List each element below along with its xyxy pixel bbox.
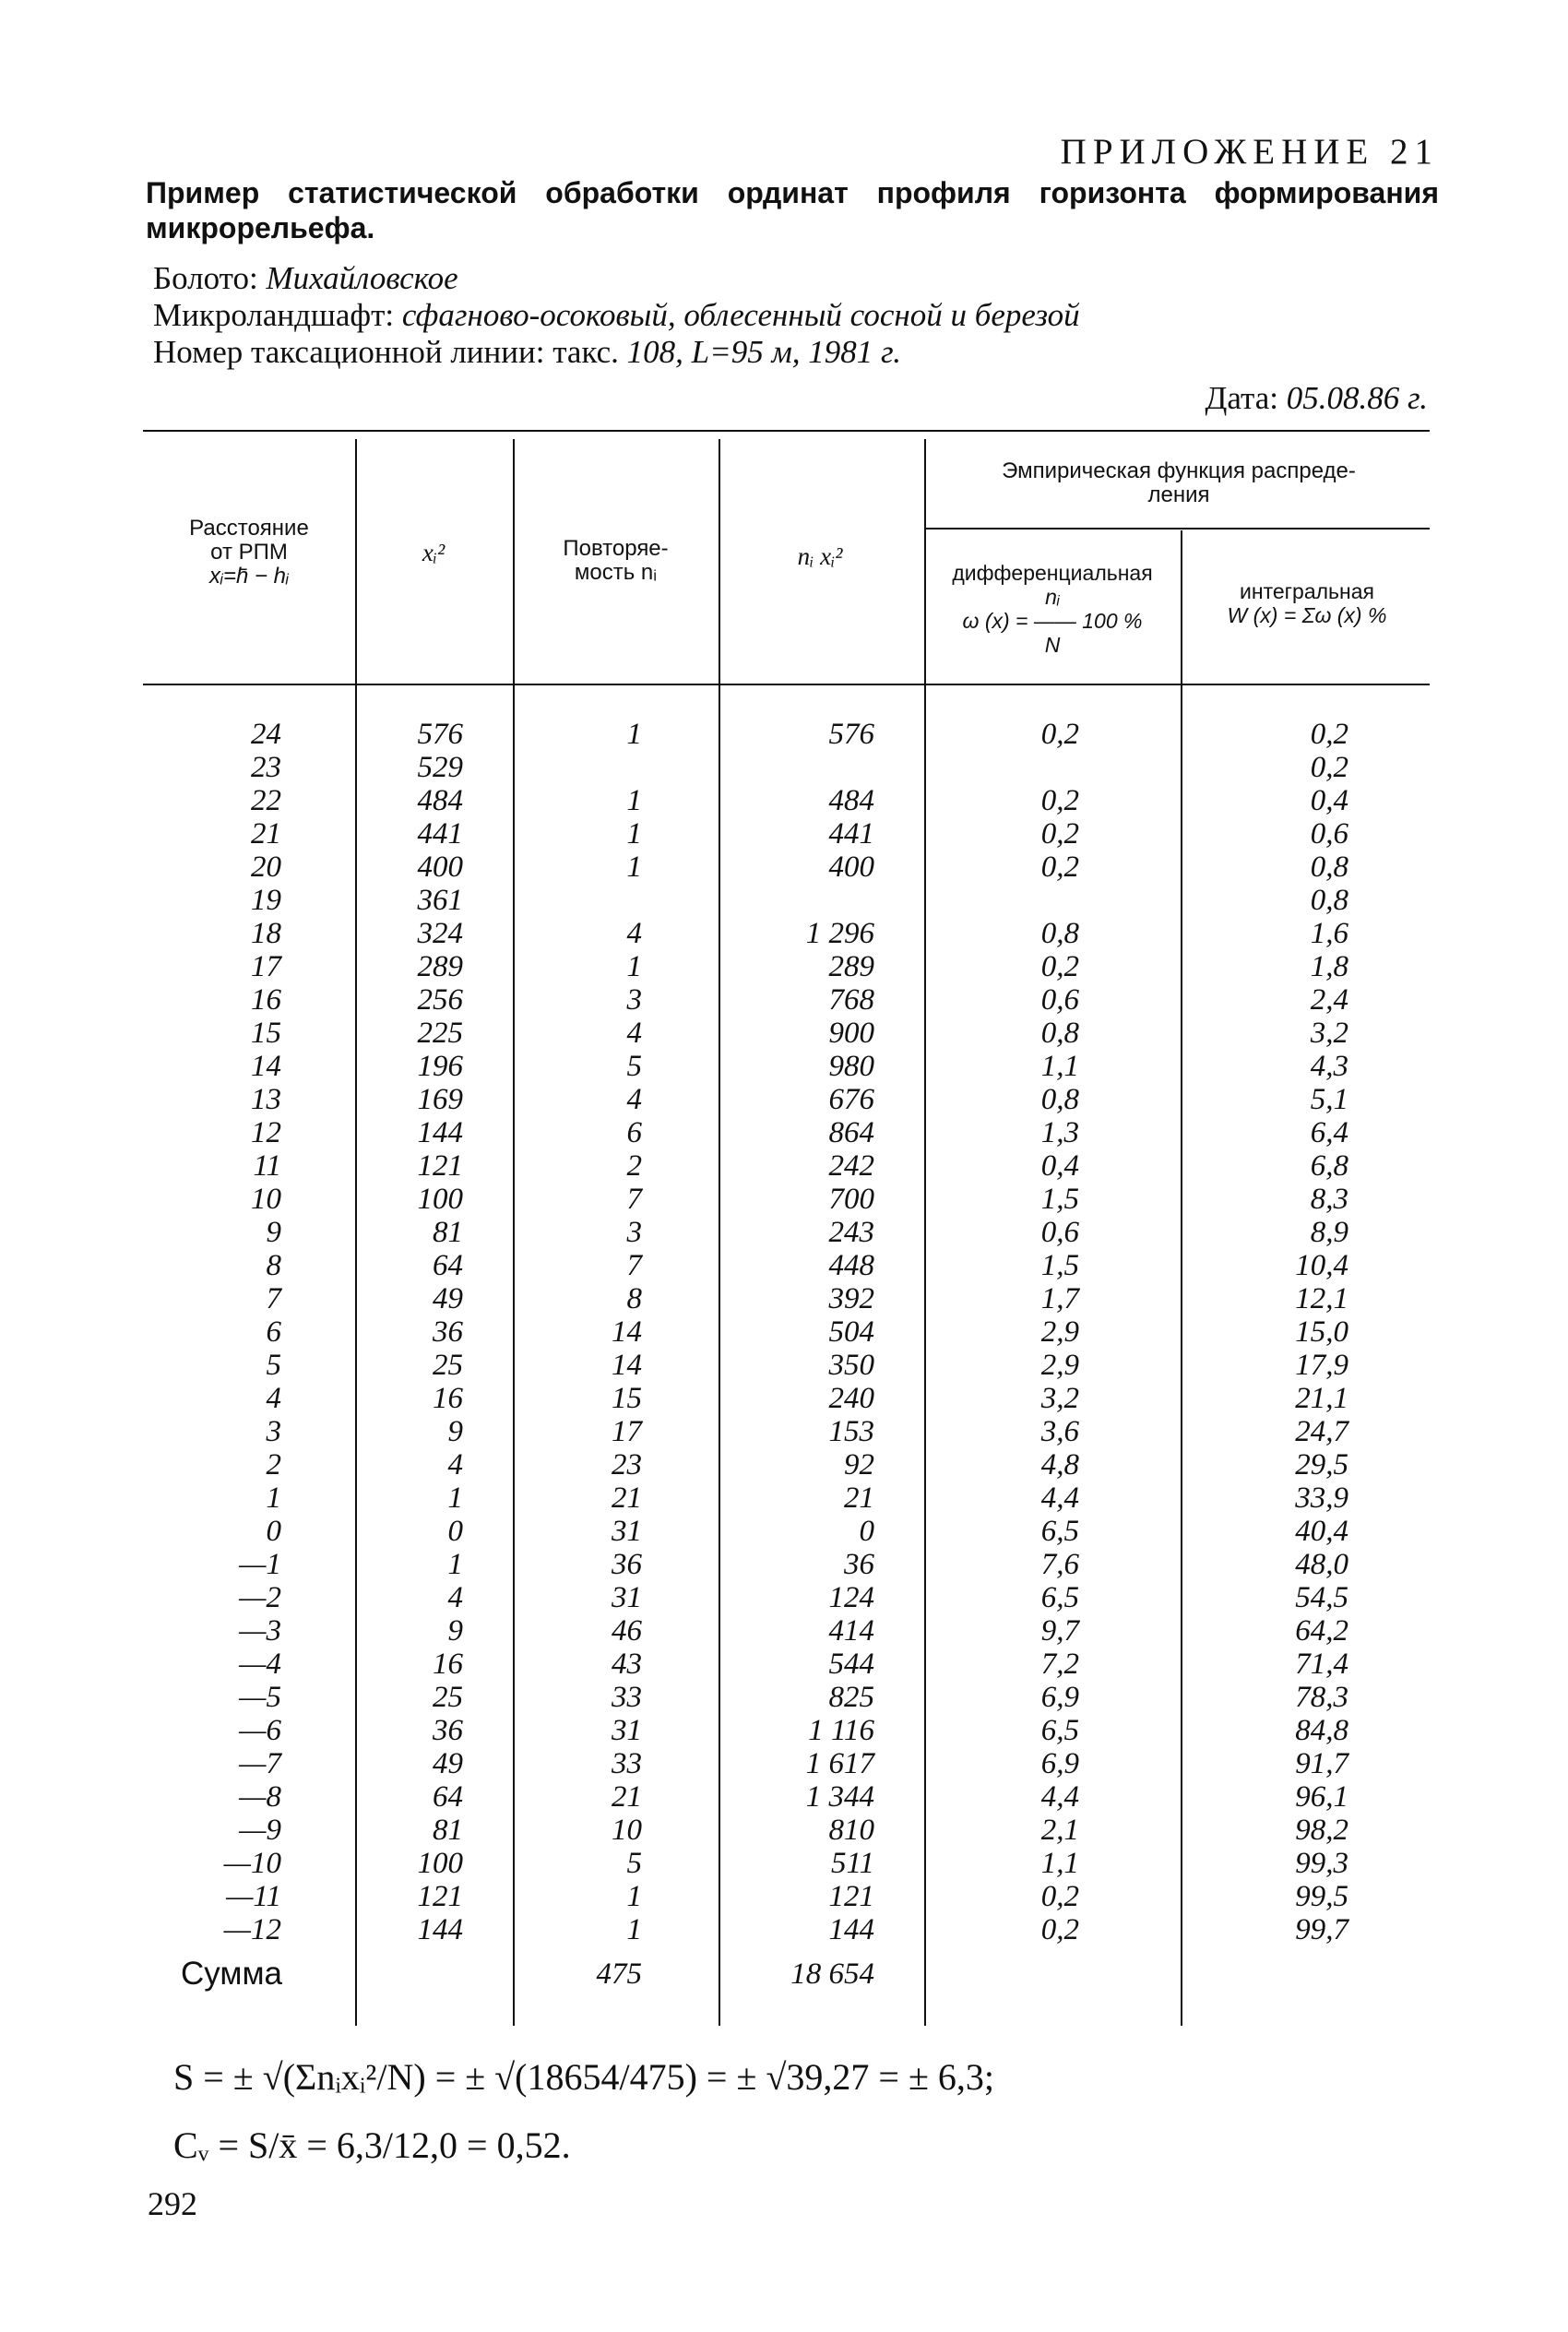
table-cell: 810	[828, 1814, 874, 1847]
header-distance: Расстояние от РПМ xᵢ=h̄ − hᵢ	[189, 516, 309, 589]
table-cell: 16	[251, 983, 281, 1017]
table-cell: 243	[828, 1216, 874, 1249]
table-cell: 12,1	[1295, 1282, 1348, 1315]
table-cell: 441	[828, 817, 874, 851]
sum-n-x-squared: 18 654	[790, 1957, 874, 1991]
table-cell: —1	[239, 1548, 281, 1581]
table-cell: —11	[226, 1880, 281, 1913]
table-cell: 15	[251, 1017, 281, 1050]
table-cell: 1	[266, 1481, 281, 1515]
table-cell: 64	[433, 1780, 463, 1814]
table-cell: 2	[626, 1149, 642, 1183]
table-cell: 256	[417, 983, 463, 1017]
table-cell: 1,5	[1040, 1183, 1079, 1216]
table-cell: 5,1	[1310, 1083, 1348, 1116]
table-cell: 1,1	[1040, 1847, 1079, 1880]
table-cell: 121	[828, 1880, 874, 1913]
table-cell: 9	[447, 1614, 463, 1648]
sum-label: Сумма	[181, 1956, 282, 1992]
table-cell: 0	[859, 1515, 874, 1548]
header-bottom-rule	[143, 684, 1430, 685]
table-cell: 25	[433, 1349, 463, 1382]
table-cell: 17	[612, 1415, 642, 1448]
table-cell	[978, 751, 1079, 784]
table-top-rule	[143, 430, 1430, 432]
table-cell: 8	[266, 1249, 281, 1282]
table-cell: 6,8	[1310, 1149, 1348, 1183]
table-cell: 121	[417, 1149, 463, 1183]
table-cell: —9	[239, 1814, 281, 1847]
table-cell: 36	[844, 1548, 874, 1581]
table-cell: 1,6	[1310, 917, 1348, 950]
table-cell: 9	[266, 1216, 281, 1249]
table-cell: 81	[433, 1814, 463, 1847]
table-cell: 511	[830, 1847, 874, 1880]
table-cell: 43	[612, 1648, 642, 1681]
n-x-squared-column	[738, 718, 874, 1946]
table-cell: 1,7	[1040, 1282, 1079, 1315]
table-cell: 64,2	[1295, 1614, 1348, 1648]
table-cell: 6,9	[1040, 1747, 1079, 1780]
table-cell: 1 344	[805, 1780, 874, 1814]
table-cell: 78,3	[1295, 1681, 1348, 1714]
table-cell: 1 617	[805, 1747, 874, 1780]
table-cell: 2,1	[1040, 1814, 1079, 1847]
table-cell: 31	[612, 1515, 642, 1548]
table-cell: 544	[828, 1648, 874, 1681]
table-cell	[553, 751, 642, 784]
table-cell: 11	[253, 1149, 281, 1183]
table-cell: 98,2	[1295, 1814, 1348, 1847]
table-cell	[738, 884, 874, 917]
page-number: 292	[148, 2185, 197, 2222]
table-cell	[553, 884, 642, 917]
microlandscape-value: сфагново-осоковый, облесенный сосной и березой	[401, 297, 1080, 333]
table-cell: 3,2	[1310, 1017, 1348, 1050]
line-number-line	[153, 334, 901, 371]
table-cell: 1	[626, 817, 642, 851]
table-cell: 0,8	[1310, 884, 1348, 917]
table-cell: 242	[828, 1149, 874, 1183]
table-cell: 21	[251, 817, 281, 851]
table-cell: 0	[447, 1515, 463, 1548]
table-cell: 54,5	[1295, 1581, 1348, 1614]
table-cell: 3	[266, 1415, 281, 1448]
table-cell: 361	[417, 884, 463, 917]
table-cell: 5	[626, 1050, 642, 1083]
table-cell: 7,6	[1040, 1548, 1079, 1581]
table-cell: 92	[844, 1448, 874, 1481]
document-title: Пример статистической обработки ординат профиля горизонта формирования микрорельефа.	[146, 176, 1439, 244]
header-empirical-function: Эмпирическая функция распреде- ления	[1002, 458, 1356, 507]
table-cell: 2,9	[1040, 1315, 1079, 1349]
table-cell: 14	[251, 1050, 281, 1083]
integral-column	[1236, 718, 1348, 1946]
column-divider-1	[355, 439, 357, 2026]
table-cell: 768	[828, 983, 874, 1017]
table-cell: 1	[626, 784, 642, 817]
table-cell: 49	[433, 1747, 463, 1780]
table-cell: 8,3	[1310, 1183, 1348, 1216]
distance-column	[184, 718, 281, 1946]
table-cell: 16	[433, 1648, 463, 1681]
table-cell: 392	[828, 1282, 874, 1315]
table-cell: 0,8	[1040, 917, 1079, 950]
table-cell: 0,6	[1040, 983, 1079, 1017]
table-cell: 1,5	[1040, 1249, 1079, 1282]
table-cell: 6,5	[1040, 1714, 1079, 1747]
table-cell: 21	[612, 1780, 642, 1814]
table-cell: 1 296	[805, 917, 874, 950]
table-cell: 0,8	[1310, 851, 1348, 884]
table-cell: 2,4	[1310, 983, 1348, 1017]
table-cell: 0,8	[1040, 1083, 1079, 1116]
table-cell: 825	[828, 1681, 874, 1714]
column-divider-2	[513, 439, 515, 2026]
table-cell: 64	[433, 1249, 463, 1282]
table-cell: 91,7	[1295, 1747, 1348, 1780]
table-cell: 33	[612, 1747, 642, 1780]
table-cell	[978, 884, 1079, 917]
table-cell: 289	[828, 950, 874, 983]
date-line	[1015, 380, 1428, 417]
header-repeatability: Повторяе- мость nᵢ	[563, 536, 669, 585]
table-cell: 0,8	[1040, 1017, 1079, 1050]
table-cell: 169	[417, 1083, 463, 1116]
table-cell: 1,8	[1310, 950, 1348, 983]
table-cell: 0,2	[1040, 851, 1079, 884]
table-cell: 144	[417, 1116, 463, 1149]
table-cell: 6,5	[1040, 1581, 1079, 1614]
table-cell: 96,1	[1295, 1780, 1348, 1814]
table-cell: 18	[251, 917, 281, 950]
table-cell: 15	[612, 1382, 642, 1415]
table-cell: 23	[612, 1448, 642, 1481]
repeatability-column	[553, 718, 642, 1946]
date-label: Дата:	[1205, 380, 1279, 416]
table-cell: 46	[612, 1614, 642, 1648]
table-cell: 350	[828, 1349, 874, 1382]
table-cell: 0	[266, 1515, 281, 1548]
header-split-rule	[924, 528, 1430, 529]
line-number-value: 108, L=95 м, 1981 г.	[626, 334, 901, 370]
table-cell: 4	[447, 1581, 463, 1614]
table-cell: 414	[828, 1614, 874, 1648]
table-cell: —8	[239, 1780, 281, 1814]
sum-repeatability: 475	[596, 1957, 642, 1991]
table-cell: 0,6	[1310, 817, 1348, 851]
table-cell: 484	[417, 784, 463, 817]
table-cell: 4	[447, 1448, 463, 1481]
table-cell: —2	[239, 1581, 281, 1614]
table-cell: 49	[433, 1282, 463, 1315]
header-differential: дифференциальная nᵢ ω (x) = —— 100 % N	[952, 561, 1153, 657]
table-cell: 8	[626, 1282, 642, 1315]
table-cell: 324	[417, 917, 463, 950]
table-cell: 6	[266, 1315, 281, 1349]
table-cell: 676	[828, 1083, 874, 1116]
table-cell: 6,4	[1310, 1116, 1348, 1149]
table-cell: 40,4	[1295, 1515, 1348, 1548]
table-cell: 2	[266, 1448, 281, 1481]
table-cell: 1	[447, 1548, 463, 1581]
table-cell: 81	[433, 1216, 463, 1249]
table-cell: 25	[433, 1681, 463, 1714]
table-cell: 10	[251, 1183, 281, 1216]
table-cell: 9,7	[1040, 1614, 1079, 1648]
table-cell: 0,2	[1310, 751, 1348, 784]
table-cell: 4,8	[1040, 1448, 1079, 1481]
table-cell: 0,2	[1040, 1913, 1079, 1946]
table-cell: 0,2	[1040, 718, 1079, 751]
table-cell: —3	[239, 1614, 281, 1648]
table-cell: 14	[612, 1315, 642, 1349]
table-cell: 0,6	[1040, 1216, 1079, 1249]
table-cell: 4	[626, 917, 642, 950]
table-cell: 0,4	[1310, 784, 1348, 817]
table-cell: 124	[828, 1581, 874, 1614]
table-cell: 400	[417, 851, 463, 884]
table-cell: 1,1	[1040, 1050, 1079, 1083]
table-cell: 225	[417, 1017, 463, 1050]
table-cell: 4	[626, 1083, 642, 1116]
table-cell: —4	[239, 1648, 281, 1681]
table-cell: 99,7	[1295, 1913, 1348, 1946]
table-cell: 864	[828, 1116, 874, 1149]
table-cell: 5	[266, 1349, 281, 1382]
appendix-label: ПРИЛОЖЕНИЕ 21	[1060, 132, 1439, 172]
table-cell: 576	[417, 718, 463, 751]
table-cell: 5	[626, 1847, 642, 1880]
table-cell: 576	[828, 718, 874, 751]
table-cell: 24,7	[1295, 1415, 1348, 1448]
table-cell: 121	[417, 1880, 463, 1913]
header-x-squared: xᵢ²	[422, 539, 445, 566]
table-cell: 153	[828, 1415, 874, 1448]
table-cell: 6	[626, 1116, 642, 1149]
table-cell: 7	[626, 1183, 642, 1216]
column-divider-4	[924, 439, 926, 2026]
table-cell: 3	[626, 1216, 642, 1249]
table-cell: 196	[417, 1050, 463, 1083]
table-cell: 100	[417, 1183, 463, 1216]
table-cell: 99,3	[1295, 1847, 1348, 1880]
date-value: 05.08.86 г.	[1286, 380, 1428, 416]
table-cell: 31	[612, 1714, 642, 1747]
table-cell: 19	[251, 884, 281, 917]
table-cell: 20	[251, 851, 281, 884]
table-cell: 0,4	[1040, 1149, 1079, 1183]
table-cell: 9	[447, 1415, 463, 1448]
table-cell: 0,2	[1040, 1880, 1079, 1913]
table-cell: 10	[612, 1814, 642, 1847]
bog-line	[153, 260, 458, 297]
table-cell: 36	[433, 1714, 463, 1747]
table-cell: 0,2	[1040, 950, 1079, 983]
table-cell: 33,9	[1295, 1481, 1348, 1515]
column-divider-5	[1181, 530, 1182, 2026]
table-cell: 1 116	[808, 1714, 874, 1747]
bog-label: Болото:	[153, 260, 258, 296]
table-cell: 3,6	[1040, 1415, 1079, 1448]
table-cell: 23	[251, 751, 281, 784]
differential-column	[978, 718, 1079, 1946]
table-cell: 12	[251, 1116, 281, 1149]
table-cell: 484	[828, 784, 874, 817]
table-cell: 6,9	[1040, 1681, 1079, 1714]
table-cell: 17,9	[1295, 1349, 1348, 1382]
table-cell: 1	[626, 950, 642, 983]
table-cell: 1,3	[1040, 1116, 1079, 1149]
table-cell: 1	[626, 1913, 642, 1946]
table-cell: 1	[626, 851, 642, 884]
table-cell: 504	[828, 1315, 874, 1349]
table-cell: 144	[828, 1913, 874, 1946]
microlandscape-label: Микроландшафт:	[153, 297, 395, 333]
table-cell: 33	[612, 1681, 642, 1714]
table-cell: 48,0	[1295, 1548, 1348, 1581]
table-cell: 7	[626, 1249, 642, 1282]
x-squared-column	[369, 718, 463, 1946]
table-cell: 100	[417, 1847, 463, 1880]
column-divider-3	[719, 439, 720, 2026]
table-cell: —10	[223, 1847, 281, 1880]
table-cell: 400	[828, 851, 874, 884]
table-cell: 7	[266, 1282, 281, 1315]
table-cell: —5	[239, 1681, 281, 1714]
variation-coefficient-formula: Cᵥ = S/x̄ = 6,3/12,0 = 0,52.	[173, 2124, 571, 2166]
table-cell: 289	[417, 950, 463, 983]
table-cell: 84,8	[1295, 1714, 1348, 1747]
table-cell: 0,2	[1310, 718, 1348, 751]
table-cell: 1	[626, 1880, 642, 1913]
table-cell: 16	[433, 1382, 463, 1415]
table-cell: 0,2	[1040, 817, 1079, 851]
table-cell: 3	[626, 983, 642, 1017]
table-cell: 448	[828, 1249, 874, 1282]
table-cell: —7	[239, 1747, 281, 1780]
table-cell: 13	[251, 1083, 281, 1116]
table-cell: 8,9	[1310, 1216, 1348, 1249]
table-cell: 21	[844, 1481, 874, 1515]
table-cell: 15,0	[1295, 1315, 1348, 1349]
table-cell: 4,4	[1040, 1481, 1079, 1515]
table-cell: 10,4	[1295, 1249, 1348, 1282]
table-cell: 21,1	[1295, 1382, 1348, 1415]
table-cell: 1	[626, 718, 642, 751]
table-cell: 24	[251, 718, 281, 751]
table-cell: 7,2	[1040, 1648, 1079, 1681]
std-deviation-formula: S = ± √(Σnᵢxᵢ²/N) = ± √(18654/475) = ± √39,27 = ± 6,3;	[173, 2056, 995, 2098]
table-cell: 441	[417, 817, 463, 851]
table-cell: 4	[626, 1017, 642, 1050]
table-cell: 4,4	[1040, 1780, 1079, 1814]
table-cell: 22	[251, 784, 281, 817]
table-cell: 29,5	[1295, 1448, 1348, 1481]
table-cell: 36	[612, 1548, 642, 1581]
table-cell: 900	[828, 1017, 874, 1050]
table-cell: 529	[417, 751, 463, 784]
table-cell: 21	[612, 1481, 642, 1515]
line-number-label: Номер таксационной линии: такс.	[153, 334, 619, 370]
table-cell: 36	[433, 1315, 463, 1349]
table-cell: 31	[612, 1581, 642, 1614]
table-cell: 99,5	[1295, 1880, 1348, 1913]
header-integral: интегральная W (x) = Σω (x) %	[1227, 579, 1387, 627]
bog-value: Михайловское	[266, 260, 458, 296]
table-cell: 980	[828, 1050, 874, 1083]
table-cell: 14	[612, 1349, 642, 1382]
table-cell: 2,9	[1040, 1349, 1079, 1382]
table-cell: 144	[417, 1913, 463, 1946]
table-cell: 0,2	[1040, 784, 1079, 817]
microlandscape-line	[153, 297, 1080, 334]
table-cell: —6	[239, 1714, 281, 1747]
header-n-x-squared: nᵢ xᵢ²	[797, 542, 843, 570]
table-cell: —12	[223, 1913, 281, 1946]
table-cell: 4	[266, 1382, 281, 1415]
table-cell: 1	[447, 1481, 463, 1515]
table-cell: 240	[828, 1382, 874, 1415]
table-cell: 6,5	[1040, 1515, 1079, 1548]
table-cell: 71,4	[1295, 1648, 1348, 1681]
table-cell: 700	[828, 1183, 874, 1216]
table-cell: 4,3	[1310, 1050, 1348, 1083]
table-cell: 17	[251, 950, 281, 983]
table-cell: 3,2	[1040, 1382, 1079, 1415]
table-cell	[738, 751, 874, 784]
